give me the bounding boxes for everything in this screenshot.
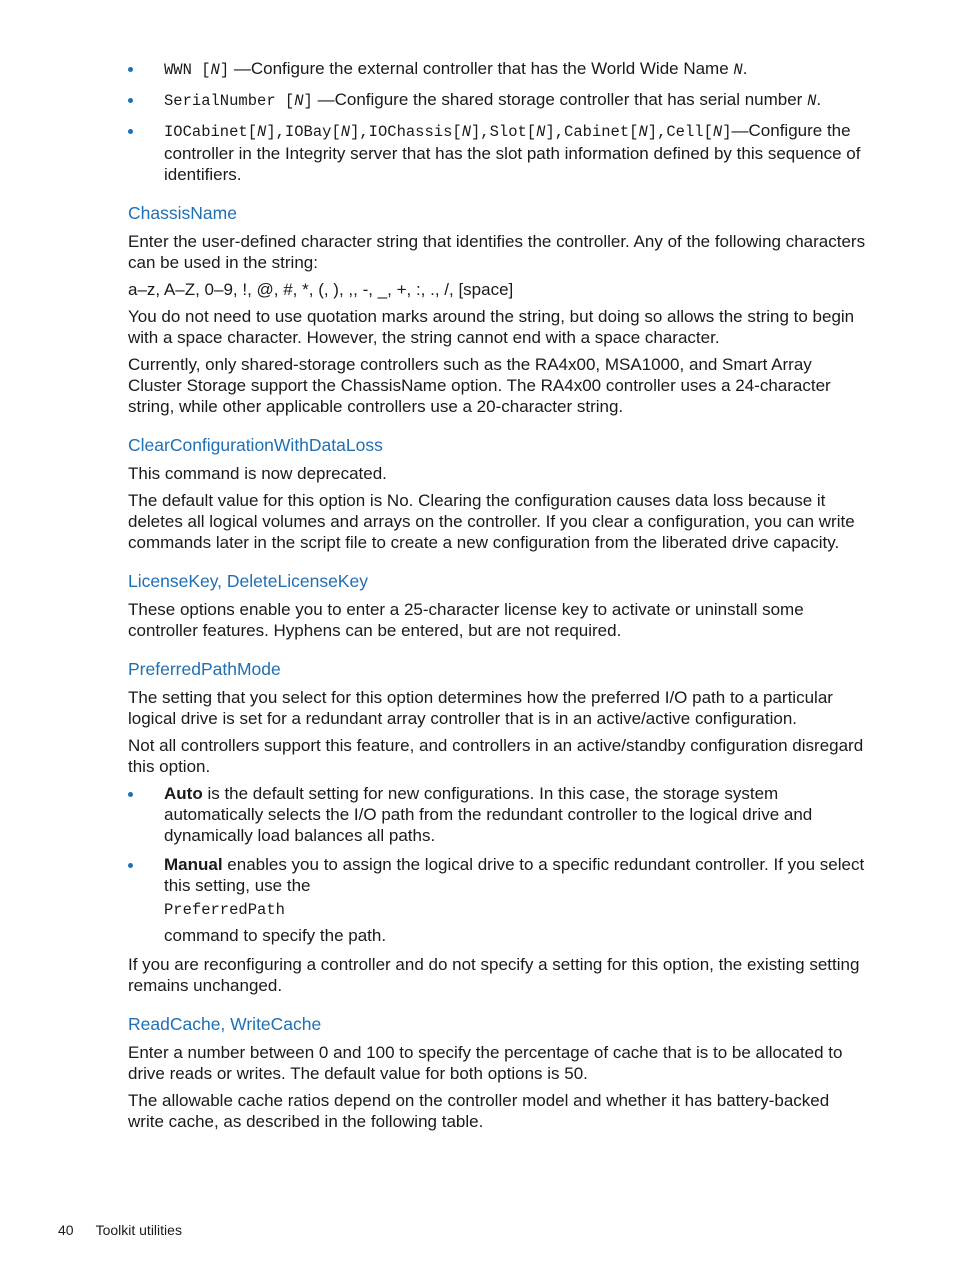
paragraph: The setting that you select for this option determines how the preferred I/O path to a particular logical drive is set for a redundant array controller that is in an active/active configuration. [128,688,833,728]
item-text: is the default setting for new configurations. In this case, the storage system automatically selects the I/O path from the redundant controller to the logical drive and dynamically load balances all paths. [164,784,813,845]
item-text: —Configure the external controller that has the World Wide Name [229,59,734,78]
footer-section-title: Toolkit utilities [95,1222,182,1238]
item-tail: . [742,59,748,78]
code-slot-path: IOCabinet[N],IOBay[N],IOChassis[N],Slot[N],Cabinet[N],Cell[N] [164,123,732,141]
paragraph: Currently, only shared-storage controllers such as the RA4x00, MSA1000, and Smart Array Cluster Storage support the ChassisName option. The RA4x00 controller uses a 24-character string, while other applicable controllers use a 20-character string. [128,355,831,416]
item-var: N [807,92,817,110]
paragraph: Enter the user-defined character string that identifies the controller. Any of the following characters can be used in the string: [128,232,866,272]
page-body [128,58,868,1138]
item-tail: . [816,90,822,109]
code-wwn: WWN [ [164,61,211,79]
identifier-list [128,58,868,185]
list-item-slot-path [128,120,868,185]
term-manual: Manual [164,855,223,874]
item-text: —Configure the controller in the Integrity server that has the slot path information defined by this sequence of identifiers. [164,121,861,184]
code-var: N [294,92,304,110]
heading-chassisname: ChassisName [128,203,237,223]
item-text: command to specify the path. [164,926,387,945]
heading-preferredpathmode: PreferredPathMode [128,659,281,679]
list-item-auto [128,783,868,846]
item-var: N [733,61,743,79]
paragraph: If you are reconfiguring a controller and do not specify a setting for this option, the existing setting remains unchanged. [128,955,860,995]
paragraph: You do not need to use quotation marks around the string, but doing so allows the string to begin with a space character. However, the string cannot end with a space character. [128,307,855,347]
code-serial: SerialNumber [ [164,92,295,110]
paragraph: Enter a number between 0 and 100 to specify the percentage of cache that is to be allocated to drive reads or writes. The default value for both options is 50. [128,1043,843,1083]
code-end: ] [303,92,313,110]
heading-clearconfiguration: ClearConfigurationWithDataLoss [128,435,383,455]
code-preferredpath: PreferredPath [164,901,285,919]
item-text: —Configure the shared storage controller that has serial number [312,90,808,109]
heading-readcache: ReadCache, WriteCache [128,1014,322,1034]
item-text: enables you to assign the logical drive to a specific redundant controller. If you select this setting, use the [164,855,865,895]
paragraph: The allowable cache ratios depend on the controller model and whether it has battery-backed write cache, as described in the following table. [128,1091,830,1131]
paragraph: This command is now deprecated. [128,464,387,483]
mode-list [128,783,868,946]
heading-licensekey: LicenseKey, DeleteLicenseKey [128,571,368,591]
paragraph-charset: a–z, A–Z, 0–9, !, @, #, *, (, ), ,, -, _, +, :, ., /, [space] [128,280,514,299]
list-item-manual [128,854,868,946]
paragraph: The default value for this option is No. Clearing the configuration causes data loss because it deletes all logical volumes and arrays on the controller. If you clear a configuration, you can write commands later in the script file to create a new configuration from the liberated drive capacity. [128,491,855,552]
list-item-wwn [128,58,868,81]
page-footer [58,1222,204,1238]
paragraph: These options enable you to enter a 25-character license key to activate or uninstall some controller features. Hyphens can be entered, but are not required. [128,600,804,640]
code-end: ] [219,61,230,79]
list-item-serial [128,89,868,112]
code-var: N [210,61,220,79]
page-number: 40 [58,1222,74,1238]
term-auto: Auto [164,784,203,803]
paragraph: Not all controllers support this feature, and controllers in an active/standby configuration disregard this option. [128,736,864,776]
